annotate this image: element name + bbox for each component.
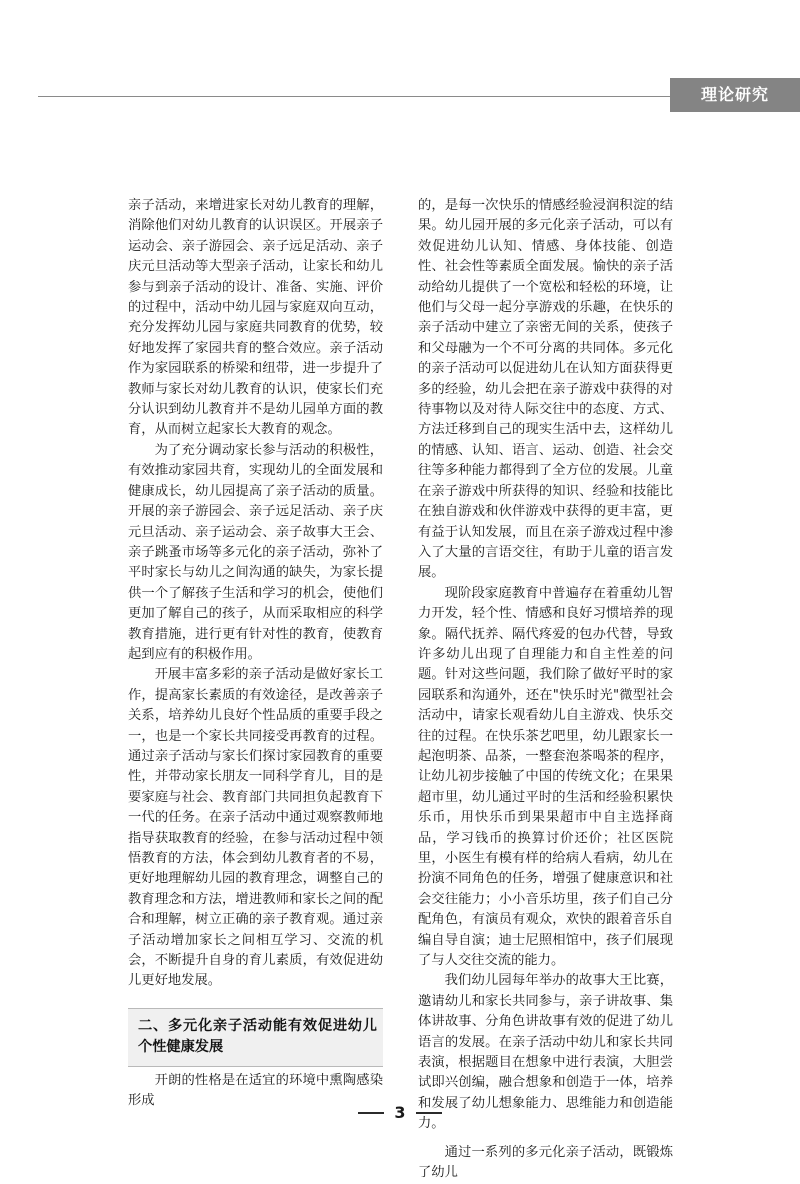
- paragraph: 为了充分调动家长参与活动的积极性，有效推动家园共育，实现幼儿的全面发展和健康成长，幼儿园提高了亲子活动的质量。开展的亲子游园会、亲子远足活动、亲子庆元旦活动、亲子运动会、亲子故事大王会、亲子跳蚤市场等多元化的亲子活动，弥补了平时家长与幼儿之间沟通的缺失，为家长提供一个了解孩子生活和学习的机会，使他们更加了解自己的孩子，从而采取相应的科学教育措施，进行更有针对性的教育，使教育起到应有的积极作用。: [128, 442, 383, 662]
- footer-dash-right-icon: [416, 1112, 442, 1114]
- section-category-badge: [670, 78, 800, 112]
- paragraph: 的，是每一次快乐的情感经验浸润积淀的结果。幼儿园开展的多元化亲子活动，可以有效促进幼儿认知、情感、身体技能、创造性、社会性等素质全面发展。愉快的亲子活动给幼儿提供了一个宽松和轻松的环境，让他们与父母一起分享游戏的乐趣，在快乐的亲子活动中建立了亲密无间的关系，使孩子和父母融为一个不可分离的共同体。多元化的亲子活动可以促进幼儿在认知方面获得更多的经验，幼儿会把在亲子游戏中获得的对待事物以及对待人际交往中的态度、方式、方法迁移到自己的现实生活中去，这样幼儿的情感、认知、语言、运动、创造、社会交往等多种能力都得到了全方位的发展。儿童在亲子游戏中所获得的知识、经验和技能比在独自游戏和伙伴游戏中获得的更丰富，更有益于认知发展，而且在亲子游戏过程中渗入了大量的言语交往，有助于儿童的语言发展。: [418, 198, 673, 581]
- paragraph: 通过一系列的多元化亲子活动，既锻炼了幼儿: [418, 1144, 673, 1181]
- paragraph: 开展丰富多彩的亲子活动是做好家长工作，提高家长素质的有效途径，是改善亲子关系，培养幼儿良好个性品质的重要手段之一，也是一个家长共同接受再教育的过程。通过亲子活动与家长们探讨家园教育的重要性，并带动家长朋友一同科学育儿，目的是要家庭与社会、教育部门共同担负起教育下一代的任务。在亲子活动中通过观察教师地指导获取教育的经验，在参与活动过程中领悟教育的方法，体会到幼儿教育者的不易，更好地理解幼儿园的教育理念，调整自己的教育理念和方法，增进教师和家长之间的配合和理解，树立正确的亲子教育观。通过亲子活动增加家长之间相互学习、交流的机会，不断提升自身的育儿素质，有效促进幼儿更好地发展。: [128, 667, 383, 989]
- section-heading: [128, 1008, 383, 1067]
- page-header: [0, 0, 800, 118]
- paragraph: 我们幼儿园每年举办的故事大王比赛，邀请幼儿和家长共同参与，亲子讲故事、集体讲故事、分角色讲故事有效的促进了幼儿语言的发展。在亲子活动中幼儿和家长共同表演，根据题目在想象中进行表演，大胆尝试即兴创编，融合想象和创造于一体，培养和发展了幼儿想象能力、思维能力和创造能力。: [418, 973, 673, 1132]
- left-column: [128, 196, 383, 1109]
- article-body: [128, 196, 673, 1181]
- right-column: [418, 196, 673, 1181]
- paragraph: 现阶段家庭教育中普遍存在着重幼儿智力开发，轻个性、情感和良好习惯培养的现象。隔代抚养、隔代疼爱的包办代替，导致许多幼儿出现了自理能力和自主性差的问题。针对这些问题，我们除了做好平时的家园联系和沟通外，还在"快乐时光"微型社会活动中，请家长观看幼儿自主游戏、快乐交往的过程。在快乐茶艺吧里，幼儿跟家长一起泡明茶、品茶，一整套泡茶喝茶的程序，让幼儿初步接触了中国的传统文化；在果果超市里，幼儿通过平时的生活和经验积累快乐币，用快乐币到果果超市中自主选择商品，学习钱币的换算讨价还价；社区医院里，小医生有模有样的给病人看病，幼儿在扮演不同角色的任务，增强了健康意识和社会交往能力；小小音乐坊里，孩子们自己分配角色，有演员有观众，欢快的跟着音乐自编自导自演；迪士尼照相馆中，孩子们展现了与人交往交流的能力。: [418, 585, 673, 969]
- section-category-label: 理论研究: [700, 85, 769, 104]
- section-heading-text: 二、多元化亲子活动能有效促进幼儿个性健康发展: [138, 1017, 377, 1055]
- paragraph: 亲子活动，来增进家长对幼儿教育的理解，消除他们对幼儿教育的认识误区。开展亲子运动会、亲子游园会、亲子远足活动、亲子庆元旦活动等大型亲子活动，让家长和幼儿参与到亲子活动的设计、准备、实施、评价的过程中，活动中幼儿园与家庭双向互动，充分发挥幼儿园与家庭共同教育的优势，较好地发挥了家园共育的整合效应。亲子活动作为家园联系的桥梁和纽带，进一步提升了教师与家长对幼儿教育的认识，使家长们充分认识到幼儿教育并不是幼儿园单方面的教育，从而树立起家长大教育的观念。: [128, 198, 383, 438]
- page-number: 3: [394, 1103, 406, 1122]
- page-footer: [0, 1105, 800, 1121]
- footer-dash-left-icon: [358, 1112, 384, 1114]
- paragraph: 开朗的性格是在适宜的环境中熏陶感染形成: [128, 1072, 383, 1109]
